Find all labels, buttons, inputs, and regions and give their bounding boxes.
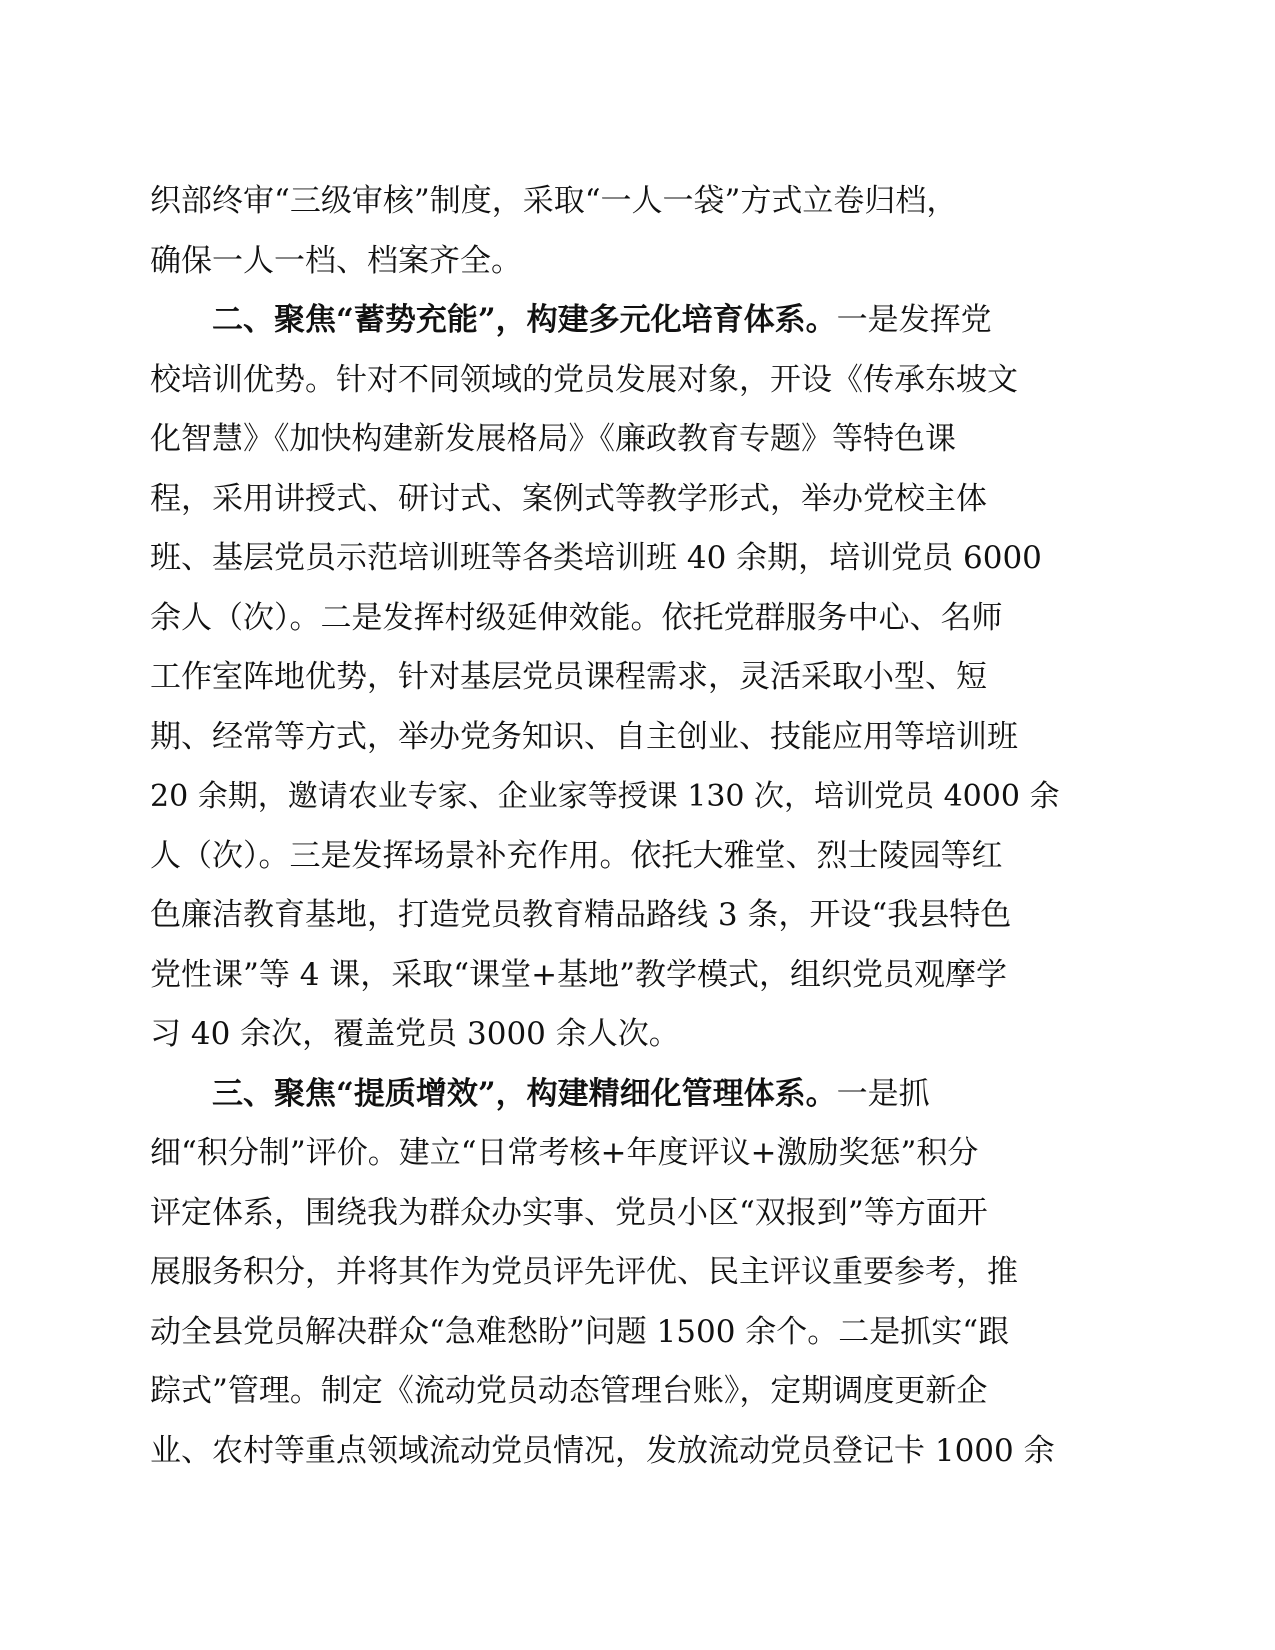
text-line <box>150 1005 1060 1065</box>
section-heading: 三、聚焦“提质增效”，构建精细化管理体系。 <box>212 1075 837 1112</box>
text-line <box>150 708 1060 768</box>
body-text: 细“积分制”评价。建立“日常考核+年度评议+激励奖惩”积分 <box>150 1135 979 1171</box>
document-body <box>150 172 1060 1481</box>
paragraph-heading-line <box>150 1065 1060 1125</box>
body-text: 色廉洁教育基地，打造党员教育精品路线 3 条，开设“我县特色 <box>150 897 1012 933</box>
text-line <box>150 1362 1060 1422</box>
body-text: 一是抓 <box>836 1075 930 1112</box>
text-line <box>150 410 1060 470</box>
body-text: 期、经常等方式，举办党务知识、自主创业、技能应用等培训班 <box>150 718 1018 755</box>
body-text: 一是发挥党 <box>836 302 992 338</box>
text-line <box>150 648 1060 708</box>
body-text: 人（次）。三是发挥场景补充作用。依托大雅堂、烈士陵园等红 <box>150 837 1003 874</box>
body-text: 业、农村等重点领域流动党员情况，发放流动党员登记卡 1000 余 <box>150 1432 1055 1469</box>
text-line <box>150 470 1060 530</box>
section-heading: 二、聚焦“蓄势充能”，构建多元化培育体系。 <box>212 302 837 338</box>
text-line <box>150 946 1060 1006</box>
body-text: 余人（次）。二是发挥村级延伸效能。依托党群服务中心、名师 <box>150 599 1003 636</box>
body-text: 20 余期，邀请农业专家、企业家等授课 130 次，培训党员 4000 余 <box>150 779 1060 814</box>
body-text: 班、基层党员示范培训班等各类培训班 40 余期，培训党员 6000 <box>150 540 1042 576</box>
text-line <box>150 1422 1060 1482</box>
body-text: 校培训优势。针对不同领域的党员发展对象，开设《传承东坡文 <box>150 361 1018 398</box>
paragraph-heading-line <box>150 291 1060 351</box>
body-text: 评定体系，围绕我为群众办实事、党员小区“双报到”等方面开 <box>150 1194 988 1231</box>
text-line <box>150 1184 1060 1244</box>
body-text: 习 40 余次，覆盖党员 3000 余人次。 <box>150 1016 680 1052</box>
body-text: 工作室阵地优势，针对基层党员课程需求，灵活采取小型、短 <box>150 659 987 695</box>
text-line <box>150 827 1060 887</box>
body-text: 党性课”等 4 课，采取“课堂+基地”教学模式，组织党员观摩学 <box>150 956 1007 993</box>
text-line <box>150 1124 1060 1184</box>
body-text: 展服务积分，并将其作为党员评先评优、民主评议重要参考，推 <box>150 1254 1018 1290</box>
text-line <box>150 886 1060 946</box>
body-text: 确保一人一档、档案齐全。 <box>150 242 522 279</box>
text-line <box>150 172 1060 232</box>
text-line <box>150 1303 1060 1363</box>
text-line <box>150 232 1060 292</box>
text-line <box>150 1243 1060 1303</box>
body-text: 程，采用讲授式、研讨式、案例式等教学形式，举办党校主体 <box>150 480 987 517</box>
text-line <box>150 767 1060 827</box>
text-line <box>150 589 1060 649</box>
body-text: 动全县党员解决群众“急难愁盼”问题 1500 余个。二是抓实“跟 <box>150 1313 1010 1350</box>
text-line <box>150 351 1060 411</box>
text-line <box>150 529 1060 589</box>
body-text: 织部终审“三级审核”制度，采取“一人一袋”方式立卷归档， <box>150 183 958 219</box>
body-text: 踪式”管理。制定《流动党员动态管理台账》，定期调度更新企 <box>150 1373 988 1409</box>
body-text: 化智慧》《加快构建新发展格局》《廉政教育专题》等特色课 <box>150 421 956 457</box>
